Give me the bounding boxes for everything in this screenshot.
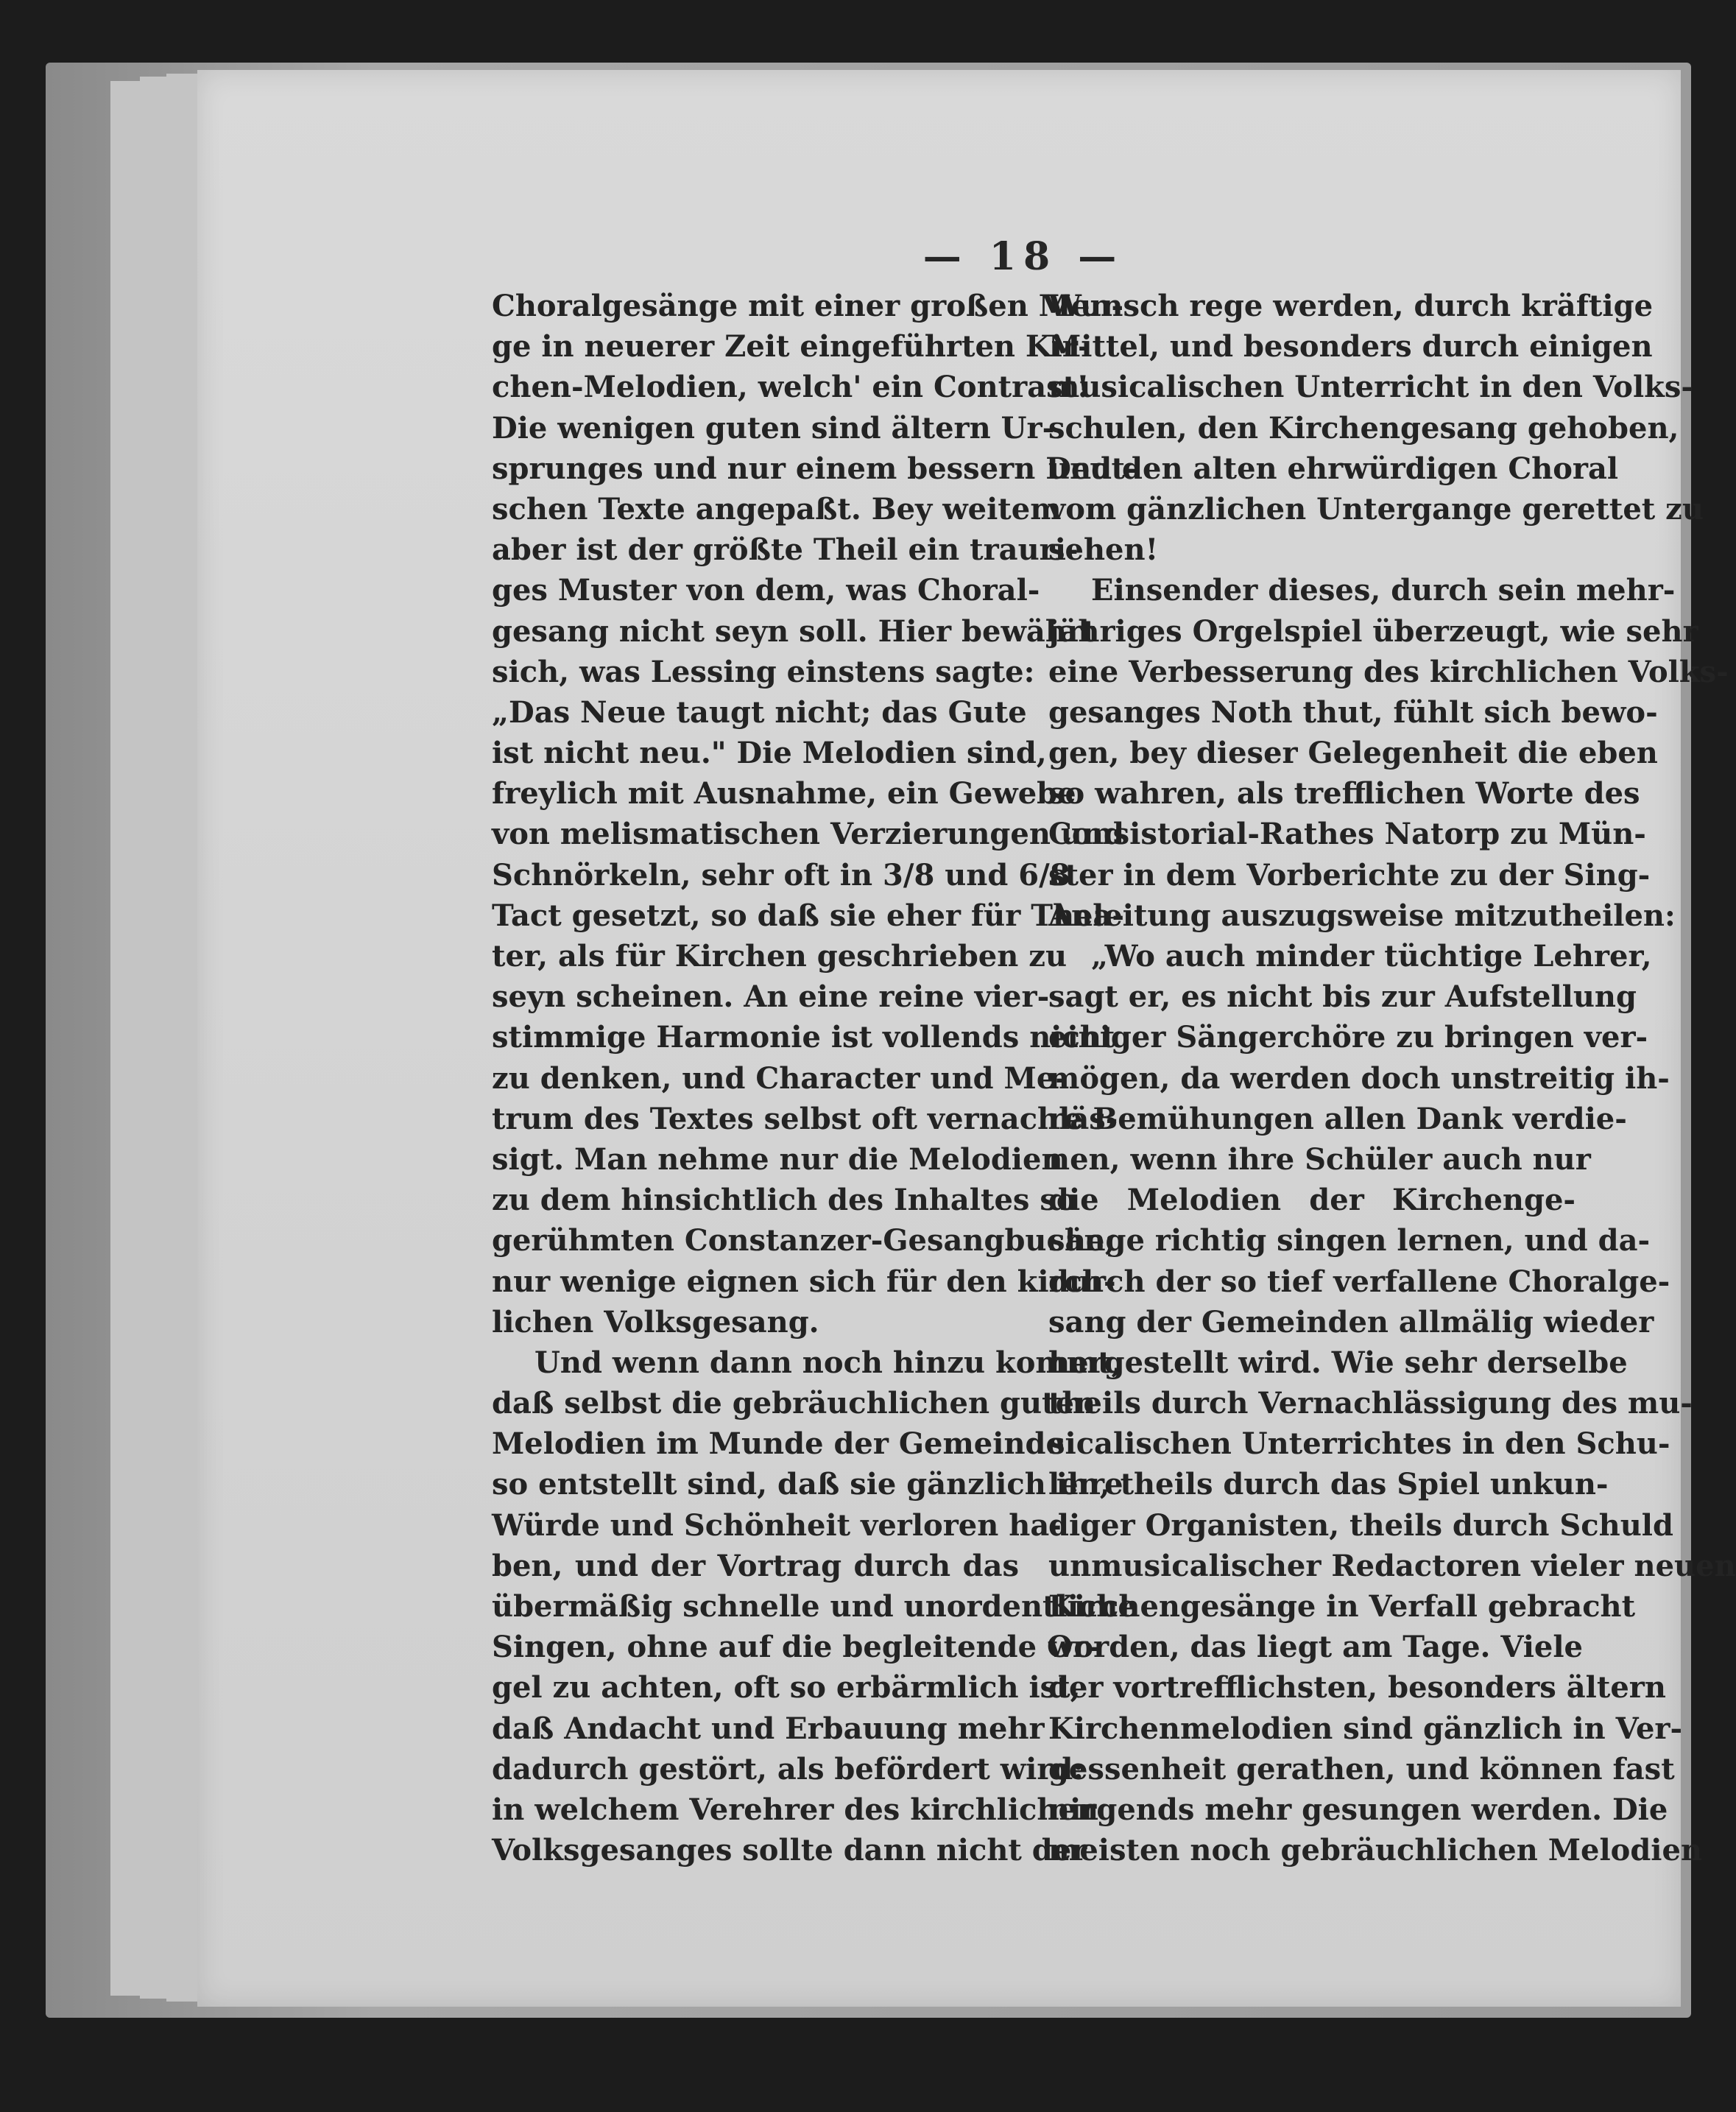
- text-line: sprunges und nur einem bessern Deut-: [492, 451, 1137, 486]
- text-line: gessenheit gerathen, und können fast: [1048, 1751, 1675, 1787]
- text-line: so wahren, als trefflichen Worte des: [1048, 776, 1640, 812]
- text-line: sich, was Lessing einstens sagte:: [492, 654, 1035, 689]
- text-line: Anleitung auszugsweise mitzutheilen:: [1048, 898, 1676, 933]
- text-line: hergestellt wird. Wie sehr derselbe: [1048, 1345, 1628, 1380]
- text-line: sänge richtig singen lernen, und da-: [1048, 1223, 1651, 1259]
- text-line: die Melodien der Kirchenge-: [1048, 1183, 1576, 1218]
- text-line: Einsender dieses, durch sein mehr-: [1091, 573, 1676, 608]
- text-line: dadurch gestört, als befördert wird:: [492, 1751, 1084, 1787]
- text-line: Schnörkeln, sehr oft in 3/8 und 6/8: [492, 857, 1070, 893]
- text-line: sicalischen Unterrichtes in den Schu-: [1048, 1426, 1670, 1462]
- text-line: gel zu achten, oft so erbärmlich ist,: [492, 1670, 1081, 1706]
- text-line: Und wenn dann noch hinzu kommt,: [534, 1345, 1122, 1380]
- text-line: aber ist der größte Theil ein trauri-: [492, 532, 1079, 568]
- text-line: übermäßig schnelle und unordentliche: [492, 1589, 1137, 1624]
- text-line: musicalischen Unterricht in den Volks-: [1048, 370, 1693, 405]
- text-line: schen Texte angepaßt. Bey weitem: [492, 491, 1062, 527]
- text-line: ist nicht neu." Die Melodien sind,: [492, 736, 1047, 771]
- text-line: Wunsch rege werden, durch kräftige: [1048, 289, 1654, 323]
- text-line: Würde und Schönheit verloren ha-: [492, 1507, 1062, 1543]
- text-line: Singen, ohne auf die begleitende Or-: [492, 1630, 1101, 1665]
- text-line: len, theils durch das Spiel unkun-: [1048, 1467, 1609, 1502]
- text-line: gen, bey dieser Gelegenheit die eben: [1048, 736, 1658, 771]
- text-line: jähriges Orgelspiel überzeugt, wie sehr: [1048, 613, 1698, 649]
- text-line: schulen, den Kirchengesang gehoben,: [1048, 410, 1679, 446]
- page-edge-stack: [166, 74, 199, 2002]
- text-line: theils durch Vernachlässigung des mu-: [1048, 1386, 1693, 1421]
- text-line: seyn scheinen. An eine reine vier-: [492, 979, 1050, 1015]
- text-line: Melodien im Munde der Gemeinde: [492, 1426, 1065, 1462]
- text-line: freylich mit Ausnahme, ein Gewebe: [492, 776, 1076, 812]
- text-line: lichen Volksgesang.: [492, 1304, 819, 1340]
- text-line: ster in dem Vorberichte zu der Sing-: [1048, 857, 1651, 893]
- text-line: Kirchenmelodien sind gänzlich in Ver-: [1048, 1711, 1683, 1746]
- text-line: Die wenigen guten sind ältern Ur-: [492, 410, 1055, 446]
- text-line: zu denken, und Character und Me-: [492, 1060, 1068, 1096]
- text-column-right: [1048, 286, 1736, 1870]
- text-line: Choralgesänge mit einer großen Men-: [492, 289, 1124, 323]
- text-line: nen, wenn ihre Schüler auch nur: [1048, 1141, 1591, 1177]
- text-line: gesang nicht seyn soll. Hier bewährt: [492, 613, 1096, 649]
- text-line: und den alten ehrwürdigen Choral: [1048, 451, 1619, 486]
- text-line: einiger Sängerchöre zu bringen ver-: [1048, 1020, 1648, 1055]
- text-line: eine Verbesserung des kirchlichen Volks-: [1048, 654, 1729, 689]
- text-line: „Wo auch minder tüchtige Lehrer,: [1091, 939, 1652, 974]
- text-line: sagt er, es nicht bis zur Aufstellung: [1048, 979, 1637, 1015]
- text-line: stimmige Harmonie ist vollends nicht: [492, 1020, 1115, 1055]
- text-line: sehen!: [1048, 532, 1159, 568]
- text-line: nur wenige eignen sich für den kirch-: [492, 1264, 1116, 1299]
- text-line: von melismatischen Verzierungen und: [492, 817, 1124, 852]
- text-line: ges Muster von dem, was Choral-: [492, 573, 1040, 608]
- text-line: ter, als für Kirchen geschrieben zu: [492, 939, 1068, 974]
- page-number: — 18 —: [922, 234, 1124, 279]
- text-line: trum des Textes selbst oft vernachläs-: [492, 1101, 1118, 1136]
- text-line: nirgends mehr gesungen werden. Die: [1048, 1792, 1668, 1827]
- text-line: der vortrefflichsten, besonders ältern: [1048, 1670, 1666, 1706]
- text-line: diger Organisten, theils durch Schuld: [1048, 1507, 1673, 1543]
- text-line: „Das Neue taugt nicht; das Gute: [492, 694, 1027, 730]
- text-line: gesanges Noth thut, fühlt sich bewo-: [1048, 694, 1658, 730]
- text-line: re Bemühungen allen Dank verdie-: [1048, 1101, 1627, 1136]
- text-line: Mittel, und besonders durch einigen: [1048, 329, 1653, 365]
- text-line: Tact gesetzt, so daß sie eher für Thea-: [492, 898, 1125, 933]
- text-line: ge in neuerer Zeit eingeführten Kir-: [492, 329, 1090, 365]
- text-line: daß Andacht und Erbauung mehr: [492, 1711, 1045, 1746]
- text-line: sigt. Man nehme nur die Melodien: [492, 1141, 1063, 1177]
- text-line: Volksgesanges sollte dann nicht der: [492, 1833, 1087, 1868]
- text-line: Kirchengesänge in Verfall gebracht: [1048, 1589, 1636, 1624]
- text-line: so entstellt sind, daß sie gänzlich ihre: [492, 1467, 1123, 1502]
- text-line: zu dem hinsichtlich des Inhaltes so: [492, 1183, 1076, 1218]
- page-edge-stack: [110, 81, 141, 1996]
- text-line: Consistorial-Rathes Natorp zu Mün-: [1048, 817, 1646, 852]
- text-line: in welchem Verehrer des kirchlichen: [492, 1792, 1099, 1827]
- text-line: vom gänzlichen Untergange gerettet zu: [1048, 491, 1704, 527]
- text-line: meisten noch gebräuchlichen Melodien: [1048, 1833, 1703, 1868]
- text-line: daß selbst die gebräuchlichen guten: [492, 1386, 1096, 1421]
- text-line: ben, und der Vortrag durch das: [492, 1548, 1019, 1583]
- text-line: unmusicalischer Redactoren vieler neuen: [1048, 1548, 1736, 1583]
- text-line: mögen, da werden doch unstreitig ih-: [1048, 1060, 1670, 1096]
- text-line: gerühmten Constanzer-Gesangbuche;: [492, 1223, 1116, 1259]
- text-line: chen-Melodien, welch' ein Contrast!: [492, 370, 1090, 405]
- page-edge-stack: [140, 77, 168, 1999]
- text-line: durch der so tief verfallene Choralge-: [1048, 1264, 1670, 1299]
- text-line: sang der Gemeinden allmälig wieder: [1048, 1304, 1654, 1340]
- text-line: worden, das liegt am Tage. Viele: [1048, 1630, 1583, 1665]
